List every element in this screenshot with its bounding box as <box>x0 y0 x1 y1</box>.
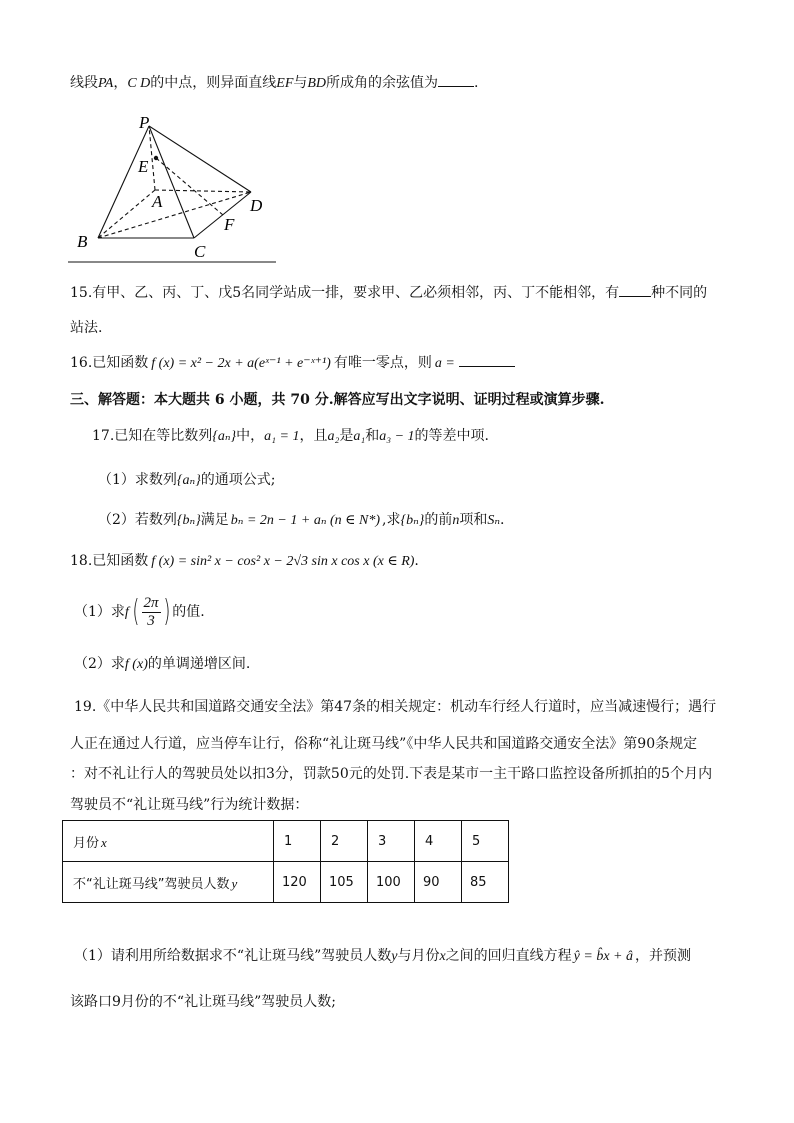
text: 所成角的余弦值为 <box>326 75 439 91</box>
point-e <box>154 156 158 160</box>
text: （1）求 <box>74 604 125 620</box>
q18-stem <box>70 551 419 572</box>
text: 的单调递增区间. <box>147 656 251 672</box>
a2: a₂ <box>327 429 340 444</box>
text: （2）求 <box>74 656 125 672</box>
label-p: P <box>139 113 150 132</box>
text: 是 <box>339 428 354 444</box>
a1: a₁ = 1 <box>264 429 300 444</box>
q16-formula: f (x) = x² − 2x + a(eˣ⁻¹ + e⁻ˣ⁺¹) <box>151 356 331 371</box>
text: ， <box>113 75 128 91</box>
text: 站法. <box>70 320 103 336</box>
table-cell: 90 <box>415 862 462 903</box>
denominator: 3 <box>147 612 155 629</box>
seq-b: {bₙ} <box>176 513 201 528</box>
violation-table <box>62 820 509 903</box>
label-f: F <box>224 215 235 234</box>
q19-line2: 人正在通过人行道，应当停车让行，俗称“礼让斑马线”《中华人民共和国道路交通安全法》第90条规定 <box>70 736 698 752</box>
row-label: 不“礼让斑马线”驾驶员人数 <box>73 876 230 892</box>
a1b: a₁ <box>353 429 366 444</box>
label-e: E <box>138 157 149 176</box>
label-a: A <box>152 192 163 211</box>
text: ，并预测 <box>635 948 691 964</box>
text: 和 <box>365 428 380 444</box>
var-x: x <box>101 834 107 850</box>
section-3-heading: 三、解答题：本大题共 6 小题，共 70 分.解答应写出文字说明、证明过程或演算步骤. <box>70 392 605 408</box>
table-row <box>63 821 509 862</box>
table-cell: 100 <box>368 862 415 903</box>
table-header-cell <box>63 821 274 862</box>
text: ，且 <box>299 428 328 444</box>
table-cell: 120 <box>274 862 321 903</box>
text: 16.已知函数 <box>70 355 149 371</box>
table-cell: 85 <box>462 862 509 903</box>
text: 项和 <box>459 512 488 528</box>
table-cell: 3 <box>368 821 415 862</box>
seq-a: {aₙ} <box>176 473 201 488</box>
text: . <box>414 553 419 569</box>
text: 的通项公式; <box>200 472 276 488</box>
text: 15.有甲、乙、丙、丁、戊5名同学站成一排，要求甲、乙必须相邻，丙、丁不能相邻，有 <box>70 285 620 301</box>
text: ,求 <box>382 512 401 528</box>
q17-part2 <box>98 510 504 531</box>
text: 满足 <box>200 512 229 528</box>
answer-blank <box>619 282 651 297</box>
label-c: C <box>194 242 206 261</box>
table-cell: 2 <box>321 821 368 862</box>
table-cell: 1 <box>274 821 321 862</box>
var-y: y <box>231 875 238 891</box>
q19-part1-line1 <box>74 946 691 967</box>
text: . <box>474 75 479 91</box>
q19-part1-line2: 该路口9月份的不“礼让斑马线”驾驶员人数; <box>70 994 336 1010</box>
left-paren: ( <box>132 594 140 629</box>
text: 与月份 <box>397 948 440 964</box>
q18-part1 <box>74 592 205 633</box>
answer-blank <box>459 352 515 367</box>
q19-line3: ：对不礼让行人的驾驶员处以扣3分，罚款50元的处罚.下表是某市一主干路口监控设备所抓拍的5个月内 <box>70 766 713 782</box>
q19-line1: 19.《中华人民共和国道路交通安全法》第47条的相关规定：机动车行经人行道时，应当减速慢行；遇行 <box>74 699 717 715</box>
segment-ef: EF <box>276 76 294 91</box>
table-cell: 5 <box>462 821 509 862</box>
text: 与 <box>293 75 308 91</box>
text: （1）求数列 <box>98 472 177 488</box>
text: （1）请利用所给数据求不“礼让斑马线”驾驶员人数 <box>74 948 392 964</box>
segment-cd: C D <box>127 76 151 91</box>
text: 的前 <box>424 512 453 528</box>
right-paren: ) <box>162 594 170 629</box>
text: 种不同的 <box>651 285 708 301</box>
text: 的值. <box>172 604 205 620</box>
text: 中， <box>236 428 265 444</box>
table-cell: 4 <box>415 821 462 862</box>
row-label: 月份 <box>73 835 100 851</box>
q17-part1 <box>98 470 276 491</box>
var-sn: Sₙ <box>487 513 501 528</box>
q16-a: a = <box>434 356 455 371</box>
table-row <box>63 862 509 903</box>
func-fx: f (x) <box>124 657 148 672</box>
a3: a₃ − 1 <box>379 429 415 444</box>
text: . <box>500 512 505 528</box>
regression-equation: ŷ = b̂x + â <box>573 949 633 964</box>
text: 的等差中项. <box>414 428 489 444</box>
q14-tail-line <box>70 72 479 94</box>
q16-line <box>70 352 515 374</box>
q15-line1 <box>70 282 707 303</box>
var-y: y <box>391 949 398 964</box>
var-n: n <box>452 513 460 528</box>
fraction-2pi-3 <box>142 595 161 630</box>
func-f: f <box>124 605 129 620</box>
table-header-cell <box>63 862 274 903</box>
bn-formula: bₙ = 2n − 1 + aₙ (n ∈ N*) <box>230 513 381 528</box>
q18-part2 <box>74 654 250 675</box>
table-cell: 105 <box>321 862 368 903</box>
var-x: x <box>439 949 446 964</box>
label-b: B <box>77 232 88 251</box>
q19-line4: 驾驶员不“礼让斑马线”行为统计数据： <box>70 797 309 813</box>
text: 的中点，则异面直线 <box>150 75 277 91</box>
answer-blank <box>438 72 474 87</box>
text: 17.已知在等比数列 <box>92 428 213 444</box>
numerator: 2π <box>143 594 159 611</box>
text: 有唯一零点，则 <box>333 355 432 371</box>
text: 之间的回归直线方程 <box>445 948 572 964</box>
pyramid-figure <box>68 110 288 270</box>
label-d: D <box>250 196 263 215</box>
segment-bd: BD <box>307 76 327 91</box>
seq-b: {bₙ} <box>400 513 425 528</box>
text: （2）若数列 <box>98 512 177 528</box>
text: 线段 <box>70 75 98 91</box>
text: 18.已知函数 <box>70 553 149 569</box>
q18-formula: f (x) = sin² x − cos² x − 2√3 sin x cos x (x ∈ R) <box>151 554 415 569</box>
q15-line2 <box>70 318 102 338</box>
q17-stem <box>92 426 489 447</box>
segment-pa: PA <box>98 76 114 91</box>
seq-a: {aₙ} <box>212 429 237 444</box>
